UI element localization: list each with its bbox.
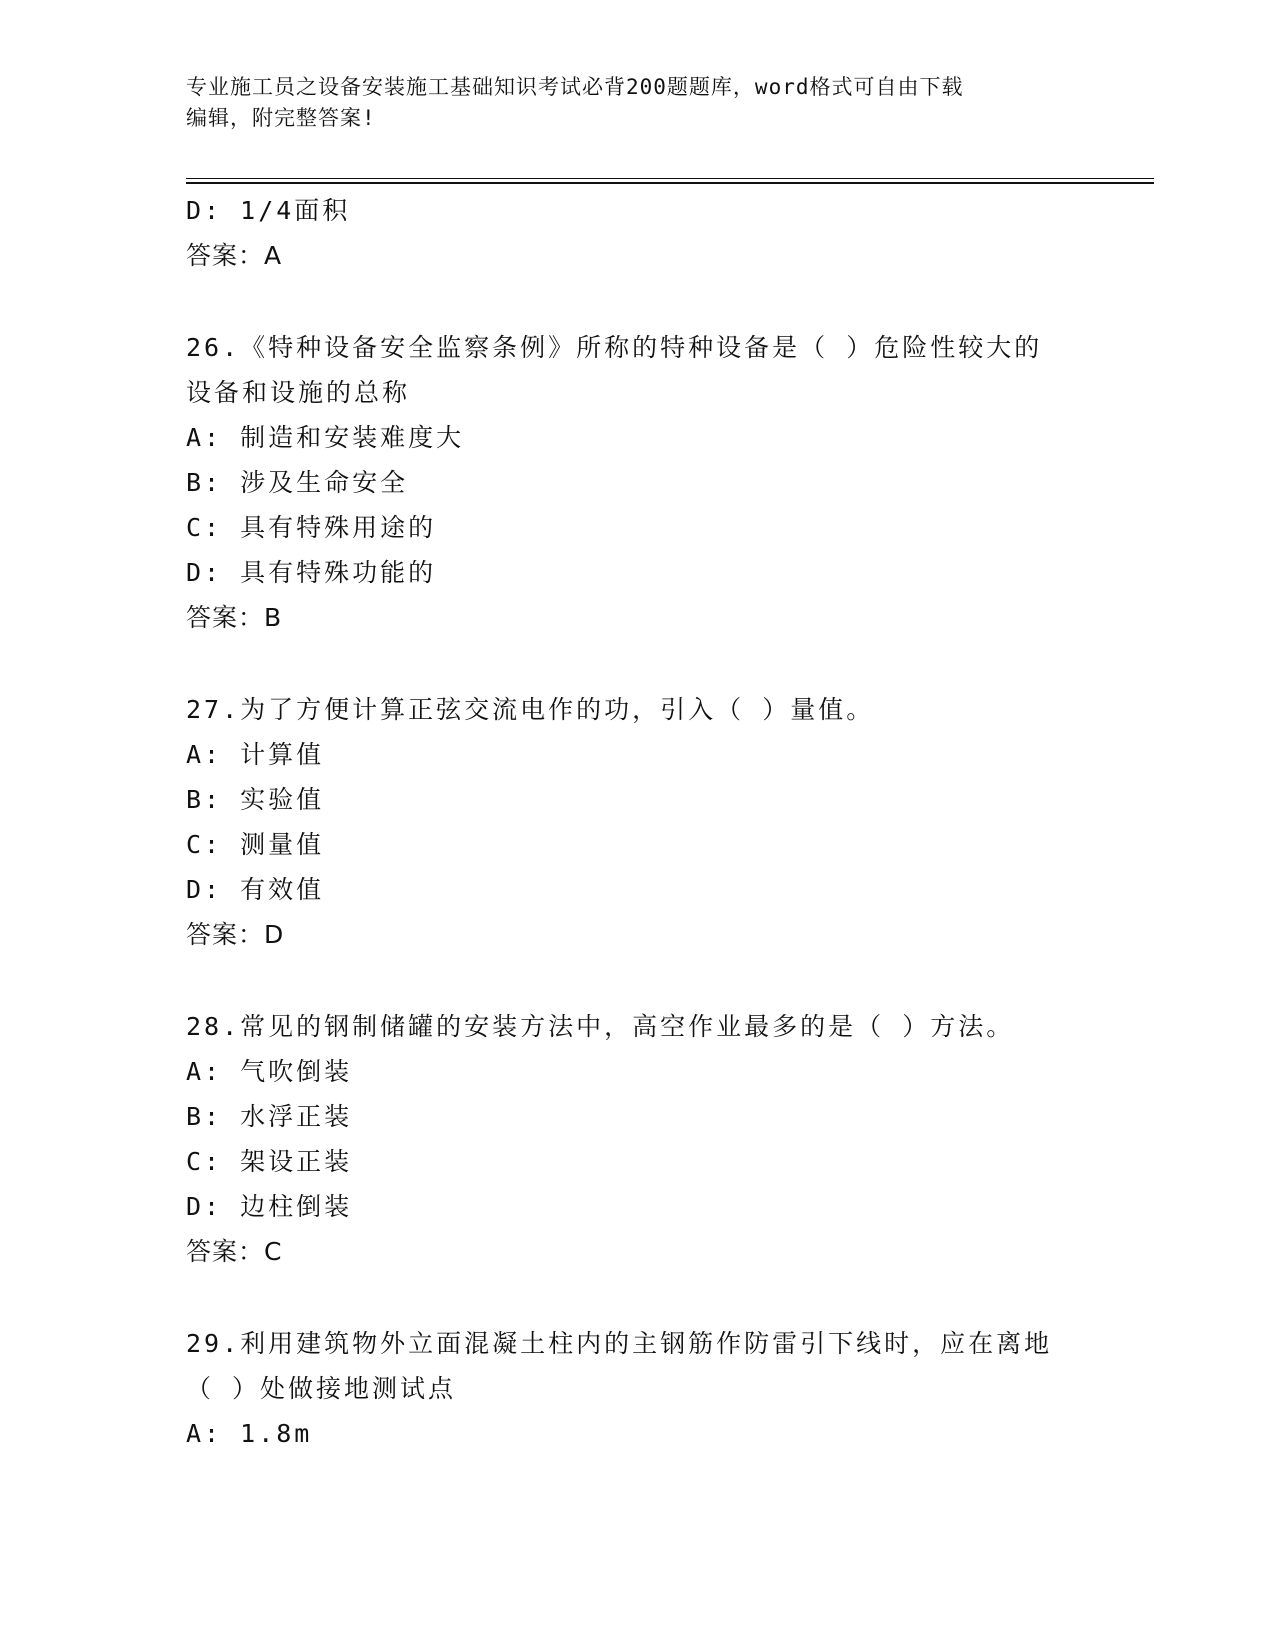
option-d: D: 有效值	[186, 875, 325, 904]
question-stem-continued: 设备和设施的总称	[186, 378, 411, 407]
answer-line: 答案：D	[186, 920, 285, 949]
answer-line: 答案：C	[186, 1237, 283, 1266]
question-stem: 29.利用建筑物外立面混凝土柱内的主钢筋作防雷引下线时，应在离地	[186, 1329, 1053, 1358]
option-d: D: 1/4面积	[186, 196, 351, 225]
option-c: C: 架设正装	[186, 1147, 353, 1176]
option-a: A: 计算值	[186, 740, 325, 769]
option-b: B: 涉及生命安全	[186, 468, 409, 497]
question-stem: 28.常见的钢制储罐的安装方法中，高空作业最多的是（ ）方法。	[186, 1012, 1015, 1041]
question-stem: 26.《特种设备安全监察条例》所称的特种设备是（ ）危险性较大的	[186, 333, 1043, 362]
option-a: A: 气吹倒装	[186, 1057, 353, 1086]
header-divider-top	[186, 178, 1154, 179]
option-a: A: 制造和安装难度大	[186, 423, 465, 452]
header-title-line1: 专业施工员之设备安装施工基础知识考试必背200题题库，word格式可自由下载	[186, 75, 964, 99]
page-header	[186, 72, 1066, 134]
question-26	[186, 325, 1086, 640]
question-list	[186, 188, 1086, 1456]
option-c: C: 测量值	[186, 830, 325, 859]
header-divider-bottom	[186, 182, 1154, 184]
question-25-continuation	[186, 188, 1086, 278]
question-stem-continued: （ ）处做接地测试点	[186, 1374, 457, 1403]
answer-line: 答案：B	[186, 603, 283, 632]
question-29	[186, 1321, 1086, 1456]
option-b: B: 水浮正装	[186, 1102, 353, 1131]
header-title-line2: 编辑，附完整答案!	[186, 106, 376, 130]
option-b: B: 实验值	[186, 785, 325, 814]
question-stem: 27.为了方便计算正弦交流电作的功，引入（ ）量值。	[186, 695, 875, 724]
question-27	[186, 687, 1086, 957]
option-d: D: 具有特殊功能的	[186, 558, 437, 587]
question-28	[186, 1004, 1086, 1274]
option-a: A: 1.8m	[186, 1419, 313, 1448]
option-c: C: 具有特殊用途的	[186, 513, 437, 542]
option-d: D: 边柱倒装	[186, 1192, 353, 1221]
answer-line: 答案：A	[186, 241, 283, 270]
